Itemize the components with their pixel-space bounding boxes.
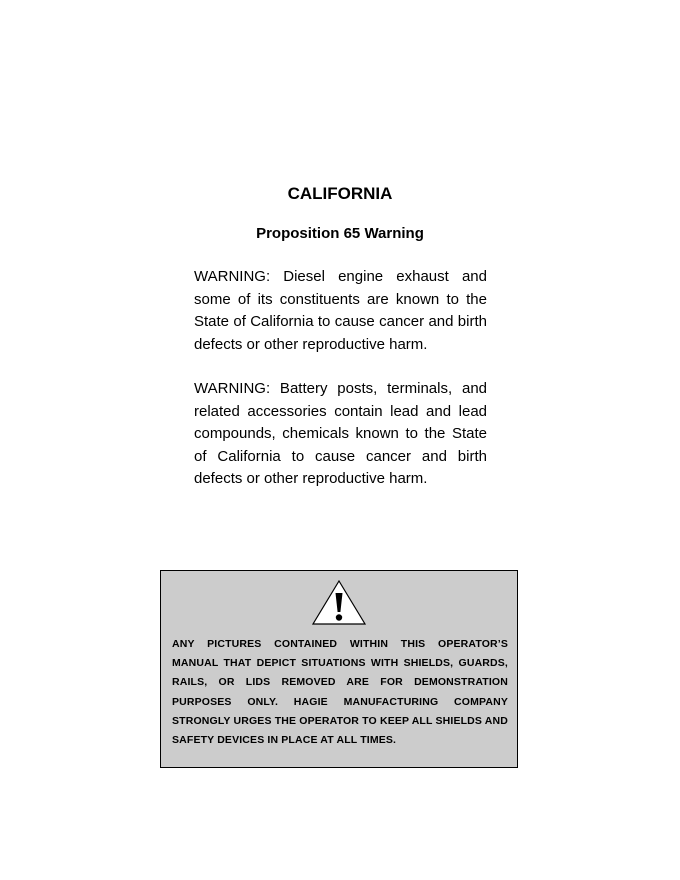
page-title: CALIFORNIA <box>287 184 393 203</box>
safety-notice-text: ANY PICTURES CONTAINED WITHIN THIS OPERATOR’S MANUAL THAT DEPICT SITUATIONS WITH SHIELDS, GUARDS, RAILS, OR LIDS REMOVED ARE FOR DEMONSTRATION PURPOSES ONLY. HAGIE MANUFACTURING COMPANY STRONGLY URGES THE OPERATOR TO KEEP ALL SHIELDS AND SAFETY DEVICES IN PLACE AT ALL TIMES. <box>172 638 508 747</box>
safety-notice-box <box>160 570 518 768</box>
page-subtitle: Proposition 65 Warning <box>256 225 424 242</box>
battery-lead-warning: WARNING: Battery posts, terminals, and related accessories contain lead and lead compounds, chemicals known to the State of California to cause cancer and birth defects or other reproductive harm. <box>194 380 487 487</box>
diesel-exhaust-warning: WARNING: Diesel engine exhaust and some of its constituents are known to the State of California to cause cancer and birth defects or other reproductive harm. <box>194 268 487 353</box>
warning-triangle-icon <box>310 579 368 627</box>
